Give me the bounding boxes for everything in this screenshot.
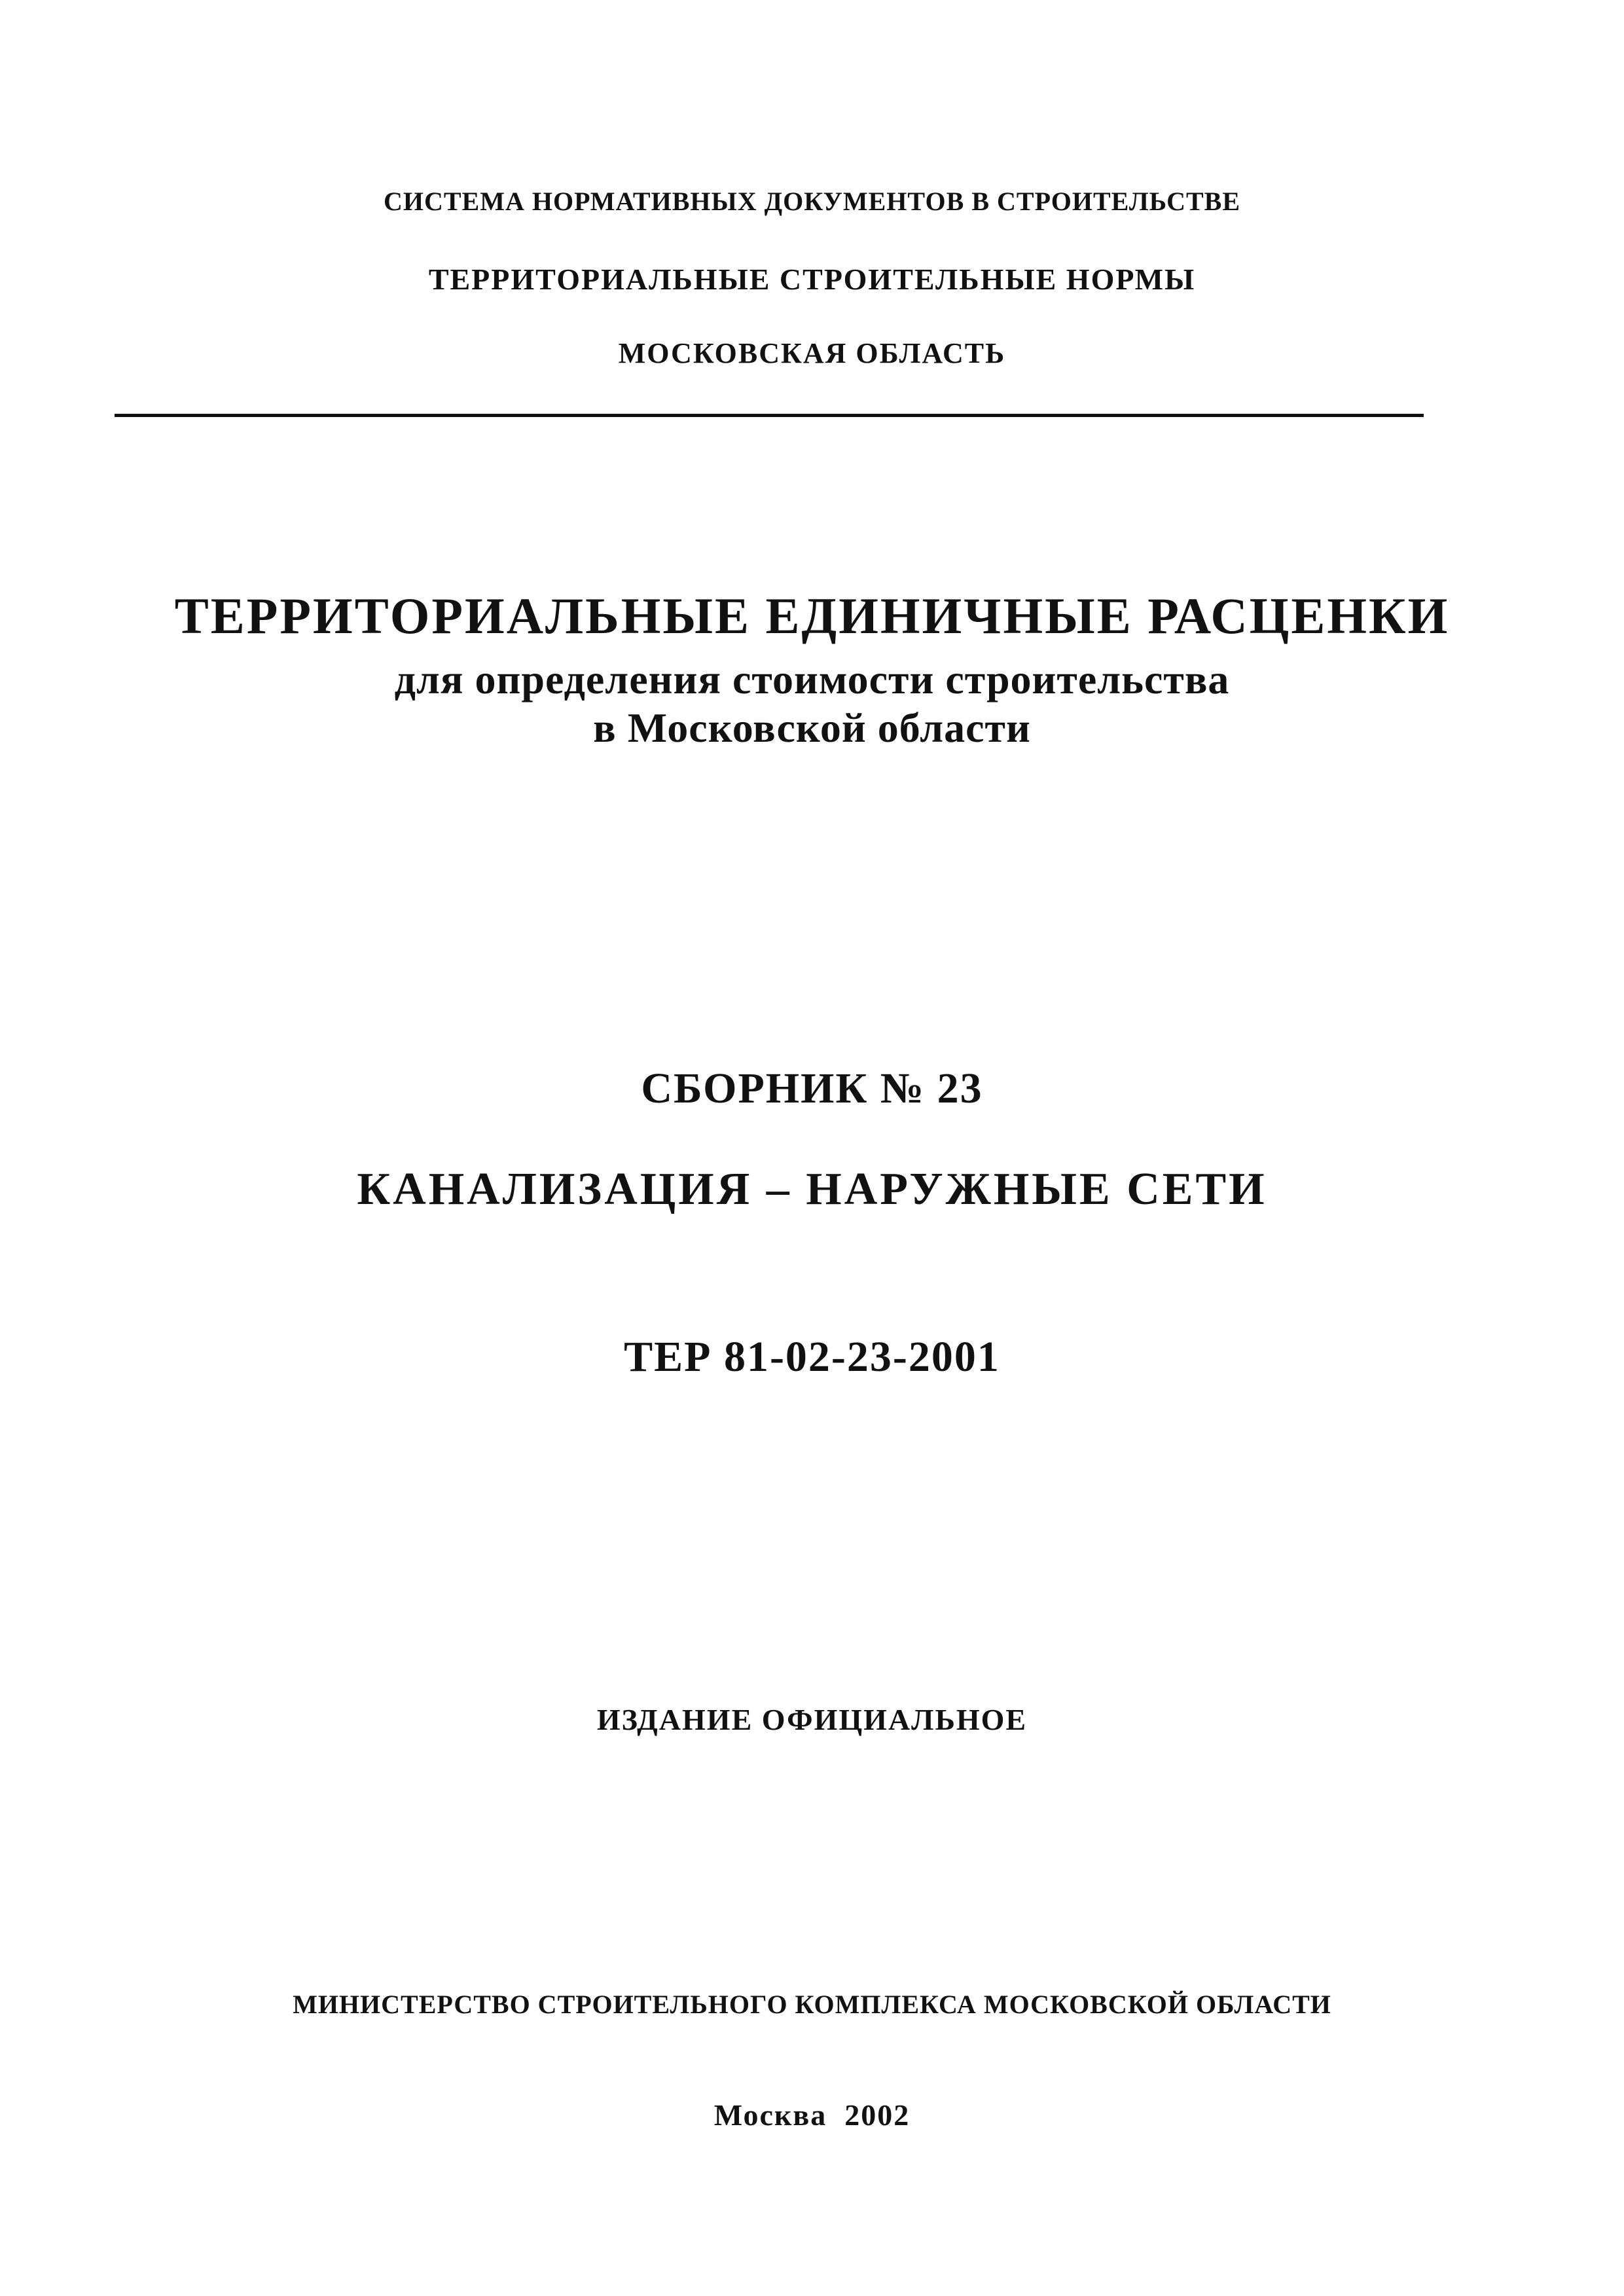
document-title: ТЕРРИТОРИАЛЬНЫЕ ЕДИНИЧНЫЕ РАСЦЕНКИ [174, 587, 1450, 644]
document-subtitle-line-1: для определения стоимости строительства [394, 656, 1230, 702]
edition-label: ИЗДАНИЕ ОФИЦИАЛЬНОЕ [596, 1703, 1028, 1736]
publisher: МИНИСТЕРСТВО СТРОИТЕЛЬНОГО КОМПЛЕКСА МОСКОВСКОЙ ОБЛАСТИ [293, 1990, 1331, 2019]
region-heading: МОСКОВСКАЯ ОБЛАСТЬ [618, 337, 1006, 369]
header-divider [115, 414, 1424, 417]
city-year: Москва 2002 [713, 2098, 911, 2132]
system-heading: СИСТЕМА НОРМАТИВНЫХ ДОКУМЕНТОВ В СТРОИТЕЛЬСТВЕ [383, 187, 1241, 216]
norms-heading: ТЕРРИТОРИАЛЬНЫЕ СТРОИТЕЛЬНЫЕ НОРМЫ [428, 263, 1196, 296]
collection-name: КАНАЛИЗАЦИЯ – НАРУЖНЫЕ СЕТИ [357, 1164, 1267, 1214]
document-code: ТЕР 81-02-23-2001 [624, 1333, 1000, 1381]
collection-number: СБОРНИК № 23 [641, 1065, 983, 1112]
document-subtitle-line-2: в Московской области [593, 704, 1031, 751]
